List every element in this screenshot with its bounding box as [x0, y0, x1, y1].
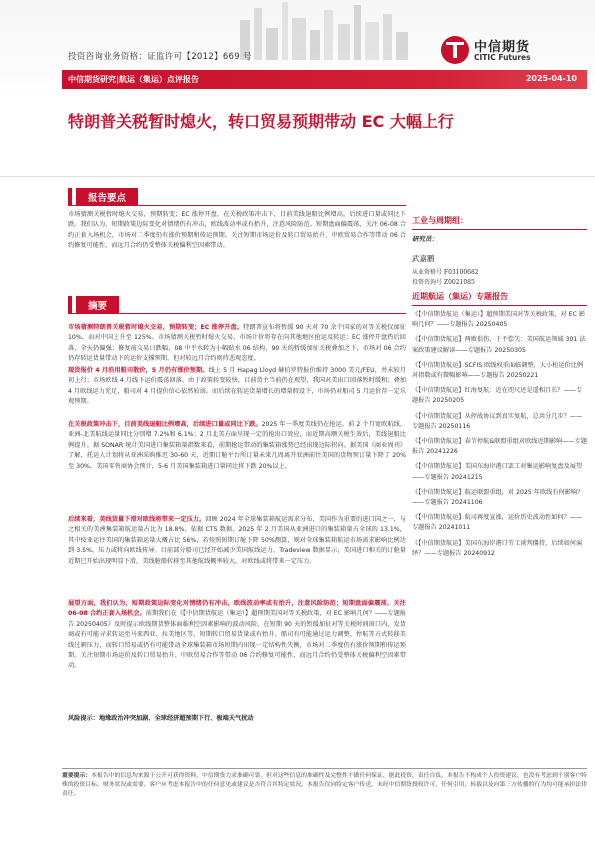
risk-label: 风险提示：: [68, 715, 99, 722]
citic-logo-icon: [441, 36, 469, 64]
report-date: 2025-04-10: [525, 74, 577, 83]
paragraph-lead: 在关税政策冲击下，目前美线退船比例增高，后续进口量或同比下跌。: [68, 421, 262, 428]
paragraph-lead: 现货报价 4 月沿用船司散价，5 月仍有涨价预期。: [68, 367, 209, 374]
paragraph-body: 前期我们在《【中信期货航运（集运）】超预期美国对等关税政策，对 EC 影响几何？——专题报告 20250405》及时提示欧线期货整体面临利空因素影响的波动风险，在短期 90 天的暂缓加征对等关税时间窗口内，发货商或有可能寻求转运至马来西亚、拉美地区等，短期转口贸易货量或有抬升。船司有可能通过运力调整、停航等方式转移美线过剩压力，而转口贸易或仍有可能带动全球集装箱市场短期内出现一定结构性失衡，市场对二季度仍有涨价预期和传运预期。关注短期市场运价及转口贸易抬升、中欧贸易合作等带动 06 合约修复可能性，而远月合约仍受整体关税偏利空因素带动。: [68, 610, 406, 670]
paragraph-body: 回顾 2024 年全球集装箱航运需求分布，美国作为重要的进口国之一，与之相关的美洲集装箱航运量占比为 18.8%。依据 CTS 数据，2025 年 2 月美国从亚洲进口的集装箱量占全球的 13.1%，其中按亚运往美国的集装箱运量大概占比 56%，若按照短期订舱下降 50%测算，则对全球集装箱航运市场需求影响比例达到 3.5%，压力或将向欧线传导。目前部分船司已经开始减少美国航线运力，Tradeview 数据显示，美国进口相关的订舱量近期已开始出现明显下滑，美线舱船转移至其他航线概率较大，对欧线或将带来一定压力。: [68, 516, 406, 565]
abstract-paragraph: [68, 366, 406, 408]
abstract-paragraph: [68, 599, 406, 672]
disclaimer-text: 本报告中的信息均来源于公开可获得资料，中信期货力求准确可靠，但对这些信息的准确性及完整性不做任何保证，据此投资，责任自负。本报告不构成个人投资建议，也没有考虑到个别客户特殊的投资目标、财务状况或需要。客户应考虑本报告中的任何意见或建议是否符合其特定状况。本报告仅向特定客户传送，未经中信期货授权许可，任何引用、转载以及向第三方传播的行为均可能承担法律责任。: [62, 773, 587, 797]
summary-text: 市场猜测关税暂时熄火交易，预期转变；EC 涨停开盘。在关税政策冲击下，目前美线退船比例增高，后续进口量或同比下跌。我们认为，短期政策边际变化对情绪仍有冲击，欧线波动率或有抬升，注意风险防范。短期盘面偏震荡，关注 06-08 合约正套入场机会，市场对二季度仍有涨价预期和传运预期。关注短期市场运价及转口贸易抬升、中欧贸易合作等带动 06 合约修复可能性，而远月合约仍受整体关税偏利空因素带动。: [68, 211, 406, 250]
report-category-bar: [62, 70, 587, 89]
title-divider: [0, 176, 595, 177]
recent-reports-heading: 近期航运（集运）专题报告: [412, 292, 508, 301]
paragraph-lead: 展望方面，我们认为，短期政策边际变化对情绪仍有冲击，欧线波动率或有抬升，注意风险防范；短期盘面偏震荡，关注 06-08 合约正套入场机会。: [68, 600, 406, 618]
recent-report-link[interactable]: 《【中信期货航运】两败俱伤，于不偿失：美国航运领域 301 法案政策建议解读——专题报告 20250305: [412, 336, 586, 354]
paragraph-body: 线上 5 月 Hapag Lloyd 赫伯罗特报价维持 3000 美元/FEU，并未较月初上行；市场欧线 4 月线下运价震荡回落。由于政策转变较快，目前货主当前仍在观望，我国对美出口回落暂时缓和；叠加 4 月欧线运力充足，船司对 4 月提价信心依然较弱。而后续在转运货量增长的增量假设下，市场仍对船司 5 月运价存一定乐观预期。: [68, 367, 406, 406]
recent-report-link[interactable]: 《【中信期货航运】SCFIS 欧线权重面临调整，大小柜运价比例对指数或有微幅影响——专题报告 20250221: [412, 361, 584, 380]
report-category: 中信期货研究|航运（集运）点评报告: [68, 75, 199, 84]
abstract-heading: 摘要: [76, 296, 119, 314]
abstract-rule: [68, 313, 406, 314]
sidebar: [412, 215, 587, 564]
consulting-number: 投资咨询号 Z0021085: [412, 279, 475, 286]
recent-report-link[interactable]: 《【中信期货航运】航司再度宣涨，运价历史波动性如何？——专题报告 20241011: [412, 514, 583, 532]
recent-report-link[interactable]: 《【中信期货航运】红海复航：近在咫尺还是遥相且长？——专题报告 20250205: [412, 387, 583, 405]
qualification-number: 从业资格号 F03100682: [412, 269, 479, 276]
researcher-label: 研究员：: [412, 235, 438, 243]
paragraph-body: 2025 年一季度美线仍在抢运。前 2 个月宽欧航线、亚洲-北美航线运量同比分别增 7.2%和 6.1%；2 月北美方面呈现一定的抢出口效应，而近期高额关税生效后，美线退船比例提升。据 SONAR 统计美国进口集装箱量指数来看，前期抢运带动的集装箱涨势已经出现边际拐向。据美国《商业周刊》了解，托运人计划将从亚洲采购推迟 30-60 天，近期订舱平台所订量未来几周离开亚洲前往美国的货物预订量下降了 20% 至 30%。美国零售商协会预计，5-6 月美国集装箱进口量同比将下跌 20%以上。: [68, 421, 406, 470]
logo-english-name: CITIC Futures: [474, 53, 531, 62]
industry-group-heading: 工业与周期组：: [412, 216, 468, 225]
city-skyline-graphic: [230, 0, 420, 60]
paragraph-lead: 后续来看，美线货量下滑对欧线将带来一定压力。: [68, 516, 206, 523]
risk-text: 地缘政治冲突加剧、全球经济超预期下行、极端天气扰动: [98, 715, 254, 722]
recent-report-link[interactable]: 《【中信期货航运（集运）】超预期美国对等关税政策，对 EC 影响几何？——专题报告 20250405: [412, 311, 586, 329]
recent-report-link[interactable]: 《【中信期货航运】美国东海岸港口罢工对集运影响复盘及展望——专题报告 20241215: [412, 463, 583, 481]
abstract-paragraph: [68, 323, 406, 365]
recent-report-link[interactable]: 《【中信期货航运】从停战协议到真实复航，总共分几步？——专题报告 20250116: [412, 412, 583, 430]
paragraph-lead: 市场猜测特朗普关税暂时熄火交易，预期转变；EC 涨停开盘。: [68, 324, 244, 331]
disclaimer: [62, 768, 587, 799]
recent-report-link[interactable]: 《【中信期货航运】航运联盟重组，对 2025 年欧线有何影响？——专题报告 20241106: [412, 488, 584, 507]
qualification-text: 投资咨询业务资格：证监许可【2012】669 号: [68, 52, 252, 62]
paragraph-body: 特朗普宣布将暂缓 90 天对 70 余个国家的对等关税仅加征 10%，而对中国上升至 125%。市场猜测关税暂时熄火交易，市场计价将存在向其他地区抢运及转运；EC 涨停开盘热后回落，全天仍偏强；修复前交易日跌幅，08 中平水转为小幅贴水 06 结构，90 天的暂缓加征关税叠加之下，市场对 06 合约仍存转运货量带动下的运价支撑预期，但对较远月合约则持悲观态度。: [68, 324, 406, 363]
report-title: 特朗普关税暂时熄火，转口贸易预期带动 EC 大幅上行: [68, 112, 454, 131]
researcher-name: 武嘉鹏: [412, 254, 435, 263]
sidebar-rule: [412, 229, 587, 230]
recent-report-link[interactable]: 《【中信期货航运】春节停航&联盟重组对欧线近期影响——专题报告 20241226: [412, 438, 587, 456]
risk-warning: [68, 714, 406, 724]
sidebar-rule: [412, 305, 587, 306]
key-points-rule: [68, 205, 406, 206]
abstract-paragraph: [68, 420, 406, 472]
company-logo: [441, 33, 581, 69]
recent-report-link[interactable]: 《【中信期货航运】美国东海岸港口劳工谈判僵持，后续如何演绎？——专题报告 20240912: [412, 539, 583, 557]
disclaimer-label: 重要提示：: [62, 773, 92, 779]
key-points-heading: 报告要点: [76, 188, 138, 206]
abstract-paragraph: [68, 515, 406, 567]
logo-chinese-name: 中信期货: [474, 40, 531, 55]
